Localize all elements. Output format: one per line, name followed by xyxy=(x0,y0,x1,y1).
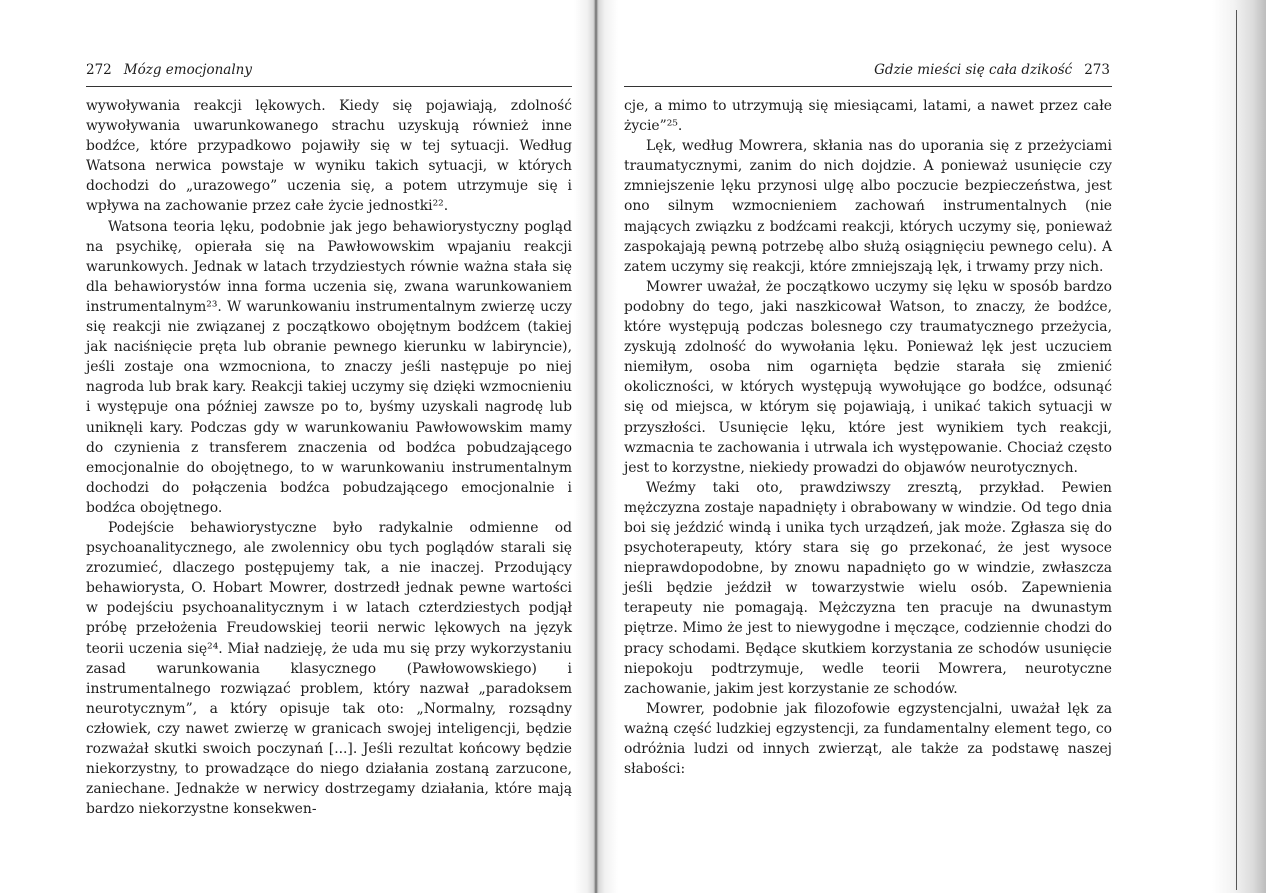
right-running-title: Gdzie mieści się cała dzikość xyxy=(874,62,1073,78)
page-edge-line xyxy=(1236,10,1237,890)
paragraph: Mowrer, podobnie jak filozofowie egzystencjalni, uważał lęk za ważną część ludzkiej egzystencji, za fundamentalny element tego, co odróżnia ludzi od innych zwierząt, ale także za podstawę naszej słabości: xyxy=(624,700,1112,778)
left-running-title: Mózg emocjonalny xyxy=(123,62,252,78)
paragraph: wywoływania reakcji lękowych. Kiedy się pojawiają, zdolność wywoływania uwarunkowanego strachu uzyskują również inne bodźce, które przypadkowo pojawiły się w tej sytuacji. Według Watsona nerwica powstaje w wyniku takich sytuacji, w których dochodzi do „urazowego” uczenia się, a potem utrzymuje się i wpływa na zachowanie przez całe życie jednostki²². xyxy=(86,98,572,215)
left-page-body xyxy=(86,96,572,819)
book-gutter xyxy=(574,0,618,893)
right-page-header xyxy=(622,62,1110,84)
right-page-number: 273 xyxy=(1084,62,1110,78)
left-header-rule xyxy=(86,86,572,87)
paragraph: Mowrer uważał, że początkowo uczymy się lęku w sposób bardzo podobny do tego, jaki naszkicował Watson, to znaczy, że bodźce, które występują podczas bolesnego czy traumatycznego przeżycia, zyskują zdolność do wywołania lęku. Ponieważ lęk jest uczuciem niemiłym, osoba nim ogarnięta będzie starała się zmienić okoliczności, w których występują wywołujące go bodźce, odsunąć się od miejsca, w którym się pojawiają, i unikać takich sytuacji w przyszłości. Usunięcie lęku, które jest wynikiem tych reakcji, wzmacnia te zachowania i utrwala ich występowanie. Chociaż często jest to korzystne, niekiedy prowadzi do objawów neurotycznych. xyxy=(624,278,1112,476)
right-page-body xyxy=(624,96,1112,779)
paragraph: Podejście behawiorystyczne było radykalnie odmienne od psychoanalitycznego, ale zwolennicy obu tych poglądów starali się zrozumieć, dlaczego postępujemy tak, a nie inaczej. Przodujący behawiorysta, O. Hobart Mowrer, dostrzedł jednak pewne wartości w podejściu psychoanalitycznym i w latach czterdziestych podjął próbę przełożenia Freudowskiej teorii nerwic lękowych na język teorii uczenia się²⁴. Miał nadzieję, że uda mu się przy wykorzystaniu zasad warunkowania klasycznego (Pawłowowskiego) i instrumentalnego rozwiązać problem, który nazwał „paradoksem neurotycznym”, a który opisuje tak oto: „Normalny, rozsądny człowiek, czy nawet zwierzę w granicach swojej inteligencji, będzie rozważał skutki swoich poczynań [...]. Jeśli rezultat końcowy będzie niekorzystny, to prowadzące do niego działania zostaną zarzucone, zaniechane. Jednakże w nerwicy dostrzegamy działania, które mają bardzo niekorzystne konsekwen- xyxy=(86,519,572,818)
page-edge-shadow xyxy=(1212,0,1266,893)
left-page-number: 272 xyxy=(86,62,112,78)
paragraph: Watsona teoria lęku, podobnie jak jego behawiorystyczny pogląd na psychikę, opierała się na Pawłowowskim wpajaniu reakcji warunkowych. Jednak w latach trzydziestych równie ważna stała się dla behawiorystów inna forma uczenia się, zwana warunkowaniem instrumentalnym²³. W warunkowaniu instrumentalnym zwierzę uczy się reakcji nie związanej z początkowo obojętnym bodźcem (takiej jak naciśnięcie pręta lub obranie pewnego kierunku w labiryncie), jeśli zostaje ona wzmocniona, to znaczy jeśli następuje po niej nagroda lub brak kary. Reakcji takiej uczymy się dzięki wzmocnieniu i występuje ona później zawsze po to, byśmy uzyskali nagrodę lub uniknęli kary. Podczas gdy w warunkowaniu Pawłowowskim mamy do czynienia z transferem znaczenia od bodźca pobudzającego emocjonalnie do obojętnego, to w warunkowaniu instrumentalnym dochodzi do połączenia bodźca pobudzającego emocjonalnie i bodźca obojętnego. xyxy=(86,218,572,516)
paragraph: Weźmy taki oto, prawdziwszy zresztą, przykład. Pewien mężczyzna zostaje napadnięty i obrabowany w windzie. Od tego dnia boi się jeździć windą i unika tych urządzeń, jak może. Zgłasza się do psychoterapeuty, który stara się go przekonać, że jest wysoce nieprawdopodobne, by znowu napadnięto go w windzie, zwłaszcza jeśli będzie jeździł w towarzystwie wielu osób. Zapewnienia terapeuty nie pomagają. Mężczyzna ten pracuje na dwunastym piętrze. Mimo że jest to niewygodne i męczące, codziennie chodzi do pracy schodami. Będące skutkiem korzystania ze schodów usunięcie niepokoju podtrzymuje, wedle teorii Mowrera, neurotyczne zachowanie, jakim jest korzystanie ze schodów. xyxy=(624,479,1112,697)
paragraph: cje, a mimo to utrzymują się miesiącami, latami, a nawet przez całe życie”²⁵. xyxy=(624,98,1112,135)
paragraph: Lęk, według Mowrera, skłania nas do uporania się z przeżyciami traumatycznymi, zanim do nich dojdzie. A ponieważ usunięcie czy zmniejszenie lęku przynosi ulgę albo poczucie bezpieczeństwa, jest ono silnym wzmocnieniem zachowań instrumentalnych (nie mających związku z bodźcami reakcji, których uczymy się, ponieważ zaspokajają pewną potrzebę albo służą osiągnięciu pewnego celu). A zatem uczymy się reakcji, które zmniejszają lęk, i trwamy przy nich. xyxy=(624,138,1112,275)
left-page-header xyxy=(86,62,572,84)
right-header-rule xyxy=(624,86,1112,87)
